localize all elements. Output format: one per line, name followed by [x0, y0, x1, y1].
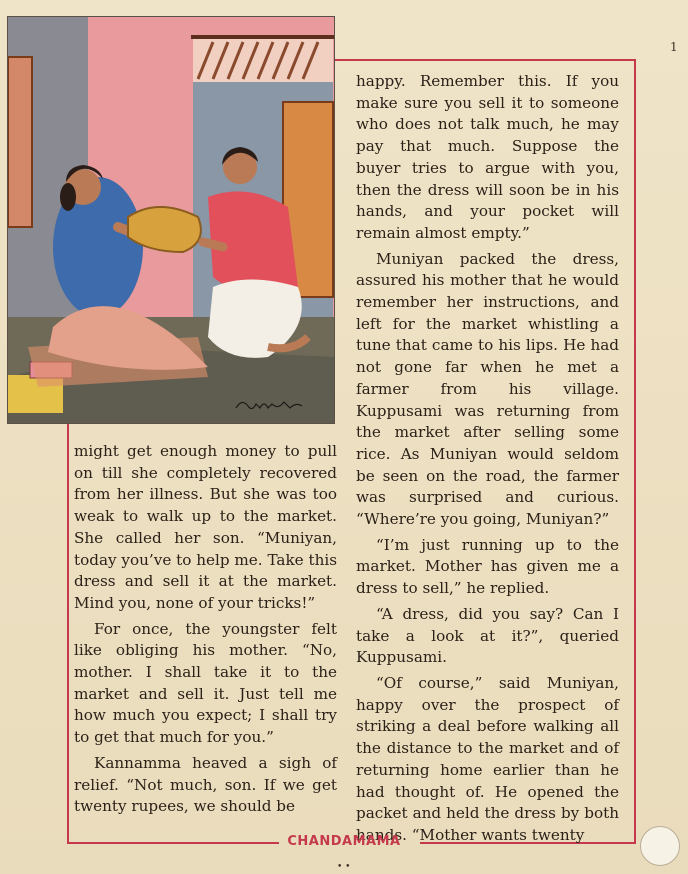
left-text-column	[74, 441, 337, 818]
publisher-logo-icon	[640, 826, 680, 866]
frame-left-line	[67, 422, 69, 843]
paragraph: might get enough money to pull on till she completely recovered from her illness. But she was too weak to walk up to the market. She called her son. “Muniyan, today you’ve to help me. Take this dress and sell it at the market. Mind you, none of your tricks!”	[74, 442, 338, 612]
page-dots: • •	[337, 862, 351, 872]
right-text-column	[356, 71, 619, 847]
page-mark: 1	[670, 40, 678, 54]
illustration-signature	[234, 396, 304, 417]
illustration-art	[8, 17, 334, 423]
paragraph: “I’m just running up to the market. Mother has given me a dress to sell,” he replied.	[356, 535, 619, 598]
paragraph: Muniyan packed the dress, assured his mother that he would remember her instructions, and left for the market whistling a tune that came to his lips. He had not gone far when he met a farmer from his village. Kuppusami was returning from the market after selling some rice. As Muniyan would seldom be seen on the road, the farmer was surprised and curious. “Where’re you going, Muniyan?”	[356, 249, 619, 529]
story-illustration	[7, 16, 335, 424]
frame-top-line	[333, 59, 636, 61]
magazine-footer-title: CHANDAMAMA	[287, 834, 401, 849]
paragraph: Kannamma heaved a sigh of relief. “Not much, son. If we get twenty rupees, we should be	[74, 753, 337, 816]
frame-right-line	[634, 59, 636, 843]
paragraph: “A dress, did you say? Can I take a look at it?”, queried Kuppusami.	[356, 604, 619, 667]
paragraph: For once, the youngster felt like obliging his mother. “No, mother. I shall take it to the market and sell it. Just tell me how much you expect; I shall try to get that much for you.”	[74, 619, 337, 747]
paragraph: “Of course,” said Muniyan, happy over the prospect of striking a deal before walking all the distance to the market and of returning home earlier than he had thought of. He opened the packet and held the dress by both hands. “Mother wants twenty	[356, 673, 619, 844]
paragraph: happy. Remember this. If you make sure you sell it to someone who does not talk much, he may pay that much. Suppose the buyer tries to argue with you, then the dress will soon be in his hands, and your pocket will remain almost empty.”	[356, 72, 619, 242]
